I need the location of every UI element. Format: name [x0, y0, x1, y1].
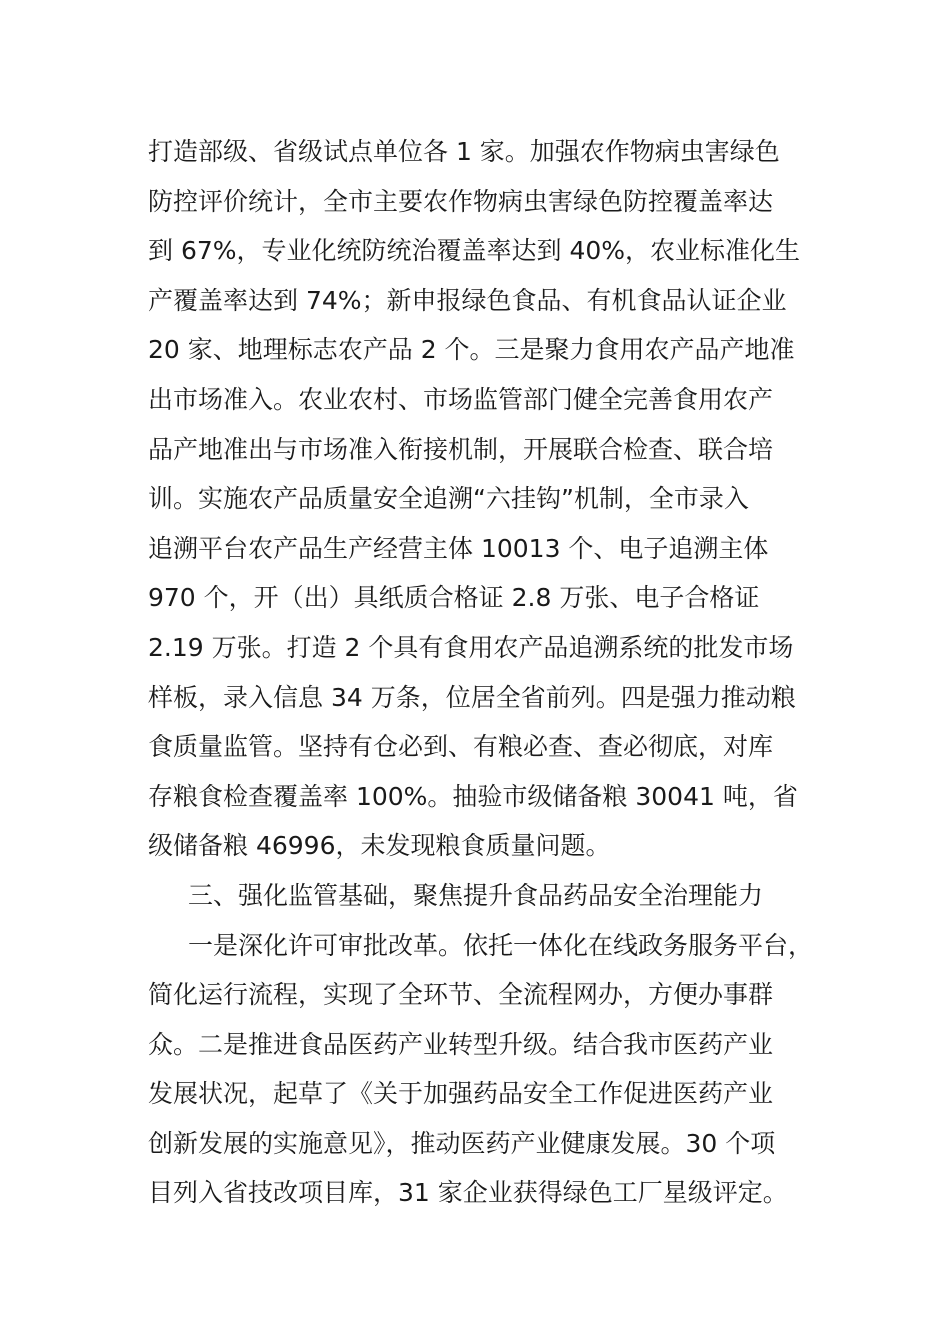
text-line: 打造部级、省级试点单位各 1 家。加强农作物病虫害绿色 [148, 137, 780, 166]
text-line: 一是深化许可审批改革。依托一体化在线政务服务平台， [188, 930, 814, 960]
text-line: 20 家、地理标志农产品 2 个。三是聚力食用农产品产地准 [148, 335, 795, 365]
text-line: 简化运行流程，实现了全环节、全流程网办，方便办事群 [148, 980, 774, 1010]
text-line: 2.19 万张。打造 2 个具有食用农产品追溯系统的批发市场 [148, 632, 794, 662]
section-heading: 三、强化监管基础，聚焦提升食品药品安全治理能力 [188, 880, 764, 910]
text-line: 训。实施农产品质量安全追溯“六挂钩”机制，全市录入 [148, 484, 749, 514]
text-line: 追溯平台农产品生产经营主体 10013 个、电子追溯主体 [148, 533, 769, 563]
text-line: 存粮食检查覆盖率 100%。抽验市级储备粮 30041 吨，省 [148, 781, 798, 811]
text-line: 众。二是推进食品医药产业转型升级。结合我市医药产业 [148, 1029, 774, 1059]
text-line: 食质量监管。坚持有仓必到、有粮必查、查必彻底，对库 [148, 732, 774, 762]
body-text [148, 127, 828, 1218]
text-line: 出市场准入。农业农村、市场监管部门健全完善食用农产 [148, 384, 774, 414]
text-line: 级储备粮 46996，未发现粮食质量问题。 [148, 831, 611, 861]
text-line: 发展状况，起草了《关于加强药品安全工作促进医药产业 [148, 1079, 774, 1109]
text-line: 970 个，开（出）具纸质合格证 2.8 万张、电子合格证 [148, 583, 760, 613]
text-line: 创新发展的实施意见》，推动医药产业健康发展。30 个项 [148, 1128, 776, 1158]
text-line: 品产地准出与市场准入衔接机制，开展联合检查、联合培 [148, 434, 774, 464]
text-line: 目列入省技改项目库，31 家企业获得绿色工厂星级评定。 [148, 1178, 788, 1208]
text-line: 样板，录入信息 34 万条，位居全省前列。四是强力推动粮 [148, 682, 796, 712]
text-line: 防控评价统计，全市主要农作物病虫害绿色防控覆盖率达 [148, 186, 774, 216]
text-line: 产覆盖率达到 74%；新申报绿色食品、有机食品认证企业 [148, 285, 787, 315]
text-line: 到 67%，专业化统防统治覆盖率达到 40%，农业标准化生 [148, 236, 801, 266]
